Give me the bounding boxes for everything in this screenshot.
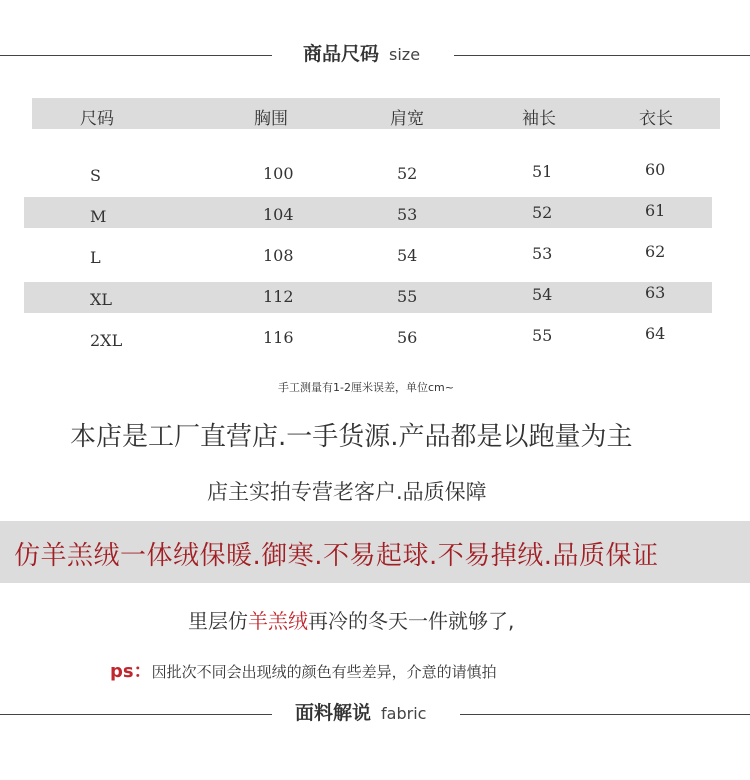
table-row-2xl-size: 2XL [90, 331, 123, 350]
ps-line [110, 657, 497, 683]
header-size: 尺码 [80, 109, 114, 129]
table-row-l-sleeve: 53 [532, 244, 553, 263]
table-header-band [32, 98, 720, 129]
line4-after: 再冷的冬天一件就够了, [308, 609, 515, 633]
table-row-xl-size: XL [90, 290, 113, 309]
table-row-2xl-sleeve: 55 [532, 326, 553, 345]
table-row-xl-sleeve: 54 [532, 285, 553, 304]
table-row-m-shoulder: 53 [397, 205, 418, 224]
header-sleeve: 袖长 [522, 109, 556, 129]
fabric-section-title [295, 698, 426, 725]
row-band-m [24, 197, 712, 228]
row-band-xl [24, 282, 712, 313]
table-row-l-length: 62 [645, 242, 666, 261]
table-row-l-shoulder: 54 [397, 246, 418, 265]
header-length: 衣长 [639, 109, 673, 129]
table-row-m-chest: 104 [263, 205, 294, 224]
promo-line-2: 店主实拍专营老客户.品质保障 [207, 480, 487, 504]
table-row-l-size: L [90, 248, 101, 267]
table-row-s-length: 60 [645, 160, 666, 179]
table-row-xl-chest: 112 [263, 287, 294, 306]
fabric-title-en: fabric [381, 704, 427, 723]
highlight-text: 仿羊羔绒一体绒保暖.御寒.不易起球.不易掉绒.品质保证 [14, 541, 659, 571]
promo-line-1: 本店是工厂直营店.一手货源.产品都是以跑量为主 [70, 422, 633, 452]
table-row-m-sleeve: 52 [532, 203, 553, 222]
table-row-s-sleeve: 51 [532, 162, 553, 181]
table-row-l-chest: 108 [263, 246, 294, 265]
table-row-2xl-chest: 116 [263, 328, 294, 347]
table-row-s-shoulder: 52 [397, 164, 418, 183]
table-row-xl-shoulder: 55 [397, 287, 418, 306]
promo-line-4 [188, 605, 514, 634]
ps-label: ps： [110, 661, 152, 682]
fabric-title-cn: 面料解说 [295, 702, 372, 724]
table-row-xl-length: 63 [645, 283, 666, 302]
divider-left [0, 55, 272, 56]
table-row-m-length: 61 [645, 201, 666, 220]
table-row-s-size: S [90, 166, 101, 185]
table-row-s-chest: 100 [263, 164, 294, 183]
line4-before: 里层仿 [188, 609, 248, 633]
table-row-m-size: M [90, 207, 107, 226]
header-shoulder: 肩宽 [390, 109, 424, 129]
fabric-divider-right [460, 714, 750, 715]
table-row-2xl-shoulder: 56 [397, 328, 418, 347]
measurement-note: 手工测量有1-2厘米误差，单位cm~ [278, 381, 454, 394]
header-chest: 胸围 [254, 109, 288, 129]
size-title-cn: 商品尺码 [303, 43, 380, 65]
size-section-title [303, 39, 420, 66]
fabric-divider-left [0, 714, 272, 715]
size-title-en: size [389, 45, 421, 64]
ps-text: 因批次不同会出现绒的颜色有些差异，介意的请慎拍 [151, 663, 497, 681]
line4-highlight: 羊羔绒 [248, 609, 308, 633]
divider-right [454, 55, 750, 56]
table-row-2xl-length: 64 [645, 324, 666, 343]
